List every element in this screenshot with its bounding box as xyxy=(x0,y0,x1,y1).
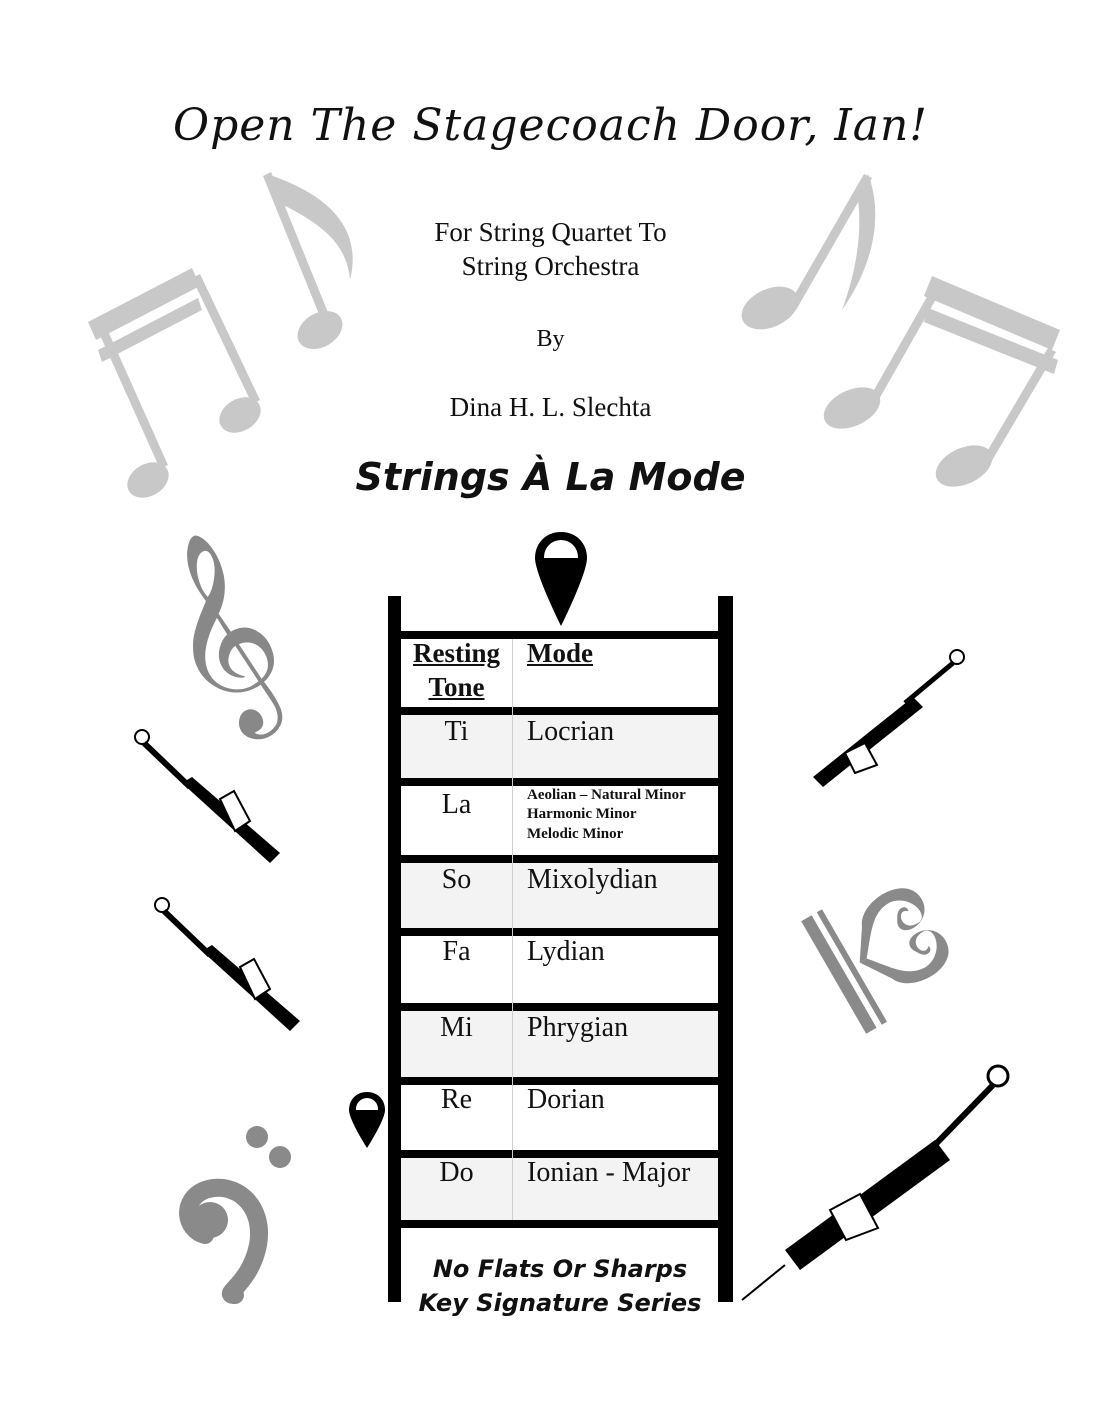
tone-fa: Fa xyxy=(442,936,471,967)
page-title: Open The Stagecoach Door, Ian! xyxy=(173,100,928,151)
ladder-rung xyxy=(388,1220,733,1228)
mode-harmonic-minor: Harmonic Minor xyxy=(527,806,637,822)
mode-dorian: Dorian xyxy=(527,1084,605,1115)
tone-do: Do xyxy=(439,1157,474,1188)
mode-melodic-minor: Melodic Minor xyxy=(527,826,624,842)
ladder-right-rail xyxy=(718,596,733,1302)
footer-line-1: No Flats Or Sharps xyxy=(432,1255,688,1283)
violin-icon xyxy=(805,645,975,795)
ladder-rung xyxy=(388,707,733,715)
location-pin-icon xyxy=(533,530,589,628)
column-divider xyxy=(512,639,513,1220)
mode-ionian: Ionian - Major xyxy=(527,1157,691,1188)
tone-mi: Mi xyxy=(440,1012,473,1043)
violin-icon xyxy=(740,1060,1020,1305)
header-mode: Mode xyxy=(527,638,593,668)
mode-lydian: Lydian xyxy=(527,936,605,967)
mode-mixolydian: Mixolydian xyxy=(527,864,658,895)
subtitle-line-1: For String Quartet To xyxy=(434,217,667,247)
eighth-note-icon xyxy=(255,170,375,360)
tone-so: So xyxy=(441,864,472,895)
ladder-rung xyxy=(388,928,733,936)
violin-icon xyxy=(150,893,310,1043)
ladder-rung xyxy=(388,1003,733,1011)
subtitle-line-2: String Orchestra xyxy=(461,251,640,281)
mode-locrian: Locrian xyxy=(527,716,615,747)
treble-clef-icon: 𝄞 xyxy=(129,517,307,752)
footer-line-2: Key Signature Series xyxy=(418,1289,702,1317)
mode-phrygian: Phrygian xyxy=(527,1012,629,1043)
beamed-eighth-notes-icon xyxy=(80,260,280,510)
mode-aeolian: Aeolian – Natural Minor xyxy=(527,787,686,803)
tone-ti: Ti xyxy=(444,716,469,747)
location-pin-icon xyxy=(347,1090,387,1150)
bass-clef-icon xyxy=(150,1125,300,1305)
composer-name: Dina H. L. Slechta xyxy=(449,392,652,422)
ladder-rung xyxy=(388,855,733,863)
ladder-left-rail xyxy=(388,596,401,1302)
series-title: Strings À La Mode xyxy=(355,455,746,499)
tone-re: Re xyxy=(440,1084,473,1115)
violin-icon xyxy=(130,725,290,875)
tone-la: La xyxy=(441,789,472,820)
alto-clef-icon xyxy=(815,870,965,1020)
header-resting-tone: Resting Tone xyxy=(413,638,500,702)
ladder-rung xyxy=(388,778,733,786)
beamed-eighth-notes-icon xyxy=(812,268,1062,498)
by-label: By xyxy=(536,326,565,352)
